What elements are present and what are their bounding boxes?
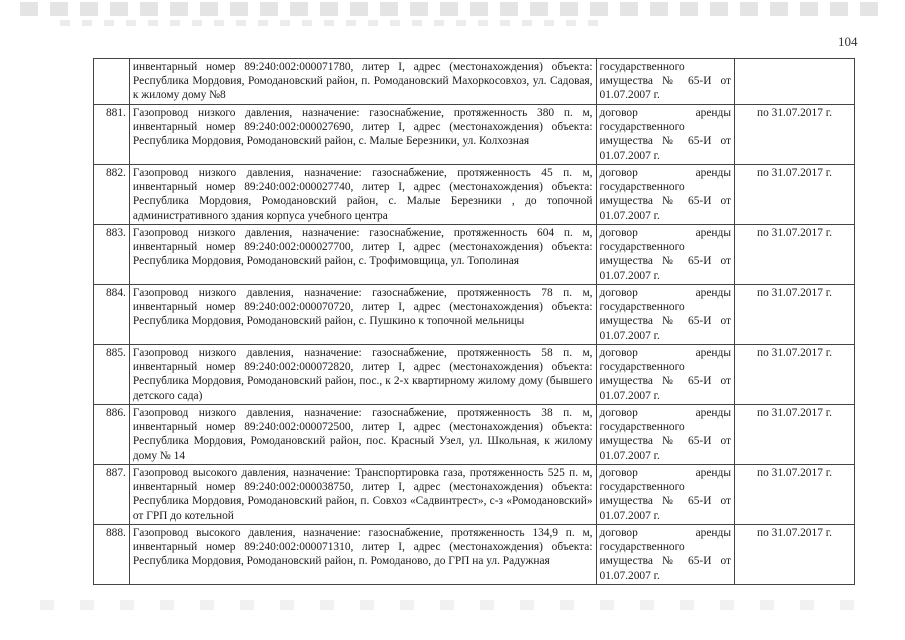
- property-registry-table: [93, 58, 855, 585]
- table-row: [94, 285, 855, 345]
- row-number: 881.: [94, 105, 130, 165]
- lease-term: по 31.07.2017 г.: [734, 405, 854, 465]
- property-description: Газопровод низкого давления, назначение: газоснабжение, протяженность 45 п. м, инвентарный номер 89:240:002:000027740, литер I, адрес (местонахождения) объекта: Республика Мордовия, Ромодановский район, с. Малые Березники , до топочной административного здания корпуса учебного центра: [129, 165, 596, 225]
- lease-term: по 31.07.2017 г.: [734, 525, 854, 585]
- property-description: инвентарный номер 89:240:002:000071780, литер I, адрес (местонахождения) объекта: Республика Мордовия, Ромодановский район, п. Ромодановский Махоркосовхоз, ул. Садовая, к жилому дому №8: [129, 59, 596, 105]
- row-number: 885.: [94, 345, 130, 405]
- contract-reference: договор аренды государственного имущества № 65-И от 01.07.2007 г.: [596, 405, 734, 465]
- property-description: Газопровод низкого давления, назначение: газоснабжение, протяженность 78 п. м, инвентарный номер 89:240:002:000070720, литер I, адрес (местонахождения) объекта: Республика Мордовия, Ромодановский район, с. Пушкино к топочной мельницы: [129, 285, 596, 345]
- contract-reference: договор аренды государственного имущества № 65-И от 01.07.2007 г.: [596, 345, 734, 405]
- row-number: [94, 59, 130, 105]
- lease-term: по 31.07.2017 г.: [734, 285, 854, 345]
- table-row: [94, 345, 855, 405]
- table-row-continued: [94, 59, 855, 105]
- row-number: 887.: [94, 465, 130, 525]
- table-row: [94, 105, 855, 165]
- lease-term: [734, 59, 854, 105]
- lease-term: по 31.07.2017 г.: [734, 225, 854, 285]
- row-number: 884.: [94, 285, 130, 345]
- row-number: 883.: [94, 225, 130, 285]
- contract-reference: договор аренды государственного имущества № 65-И от 01.07.2007 г.: [596, 465, 734, 525]
- property-description: Газопровод низкого давления, назначение: газоснабжение, протяженность 380 п. м, инвентарный номер 89:240:002:000027690, литер I, адрес (местонахождения) объекта: Республика Мордовия, Ромодановский район, с. Малые Березники, ул. Колхозная: [129, 105, 596, 165]
- lease-term: по 31.07.2017 г.: [734, 165, 854, 225]
- property-description: Газопровод низкого давления, назначение: газоснабжение, протяженность 58 п. м, инвентарный номер 89:240:002:000072820, литер I, адрес (местонахождения) объекта: Республика Мордовия, Ромодановский район, пос., к 2-х квартирному жилому дому (бывшего детского сада): [129, 345, 596, 405]
- lease-term: по 31.07.2017 г.: [734, 345, 854, 405]
- lease-term: по 31.07.2017 г.: [734, 465, 854, 525]
- table-row: [94, 405, 855, 465]
- lease-term: по 31.07.2017 г.: [734, 105, 854, 165]
- row-number: 888.: [94, 525, 130, 585]
- scan-artifact-bottom: [40, 600, 870, 610]
- table-row: [94, 165, 855, 225]
- scan-artifact-top: [20, 2, 880, 16]
- contract-reference: договор аренды государственного имущества № 65-И от 01.07.2007 г.: [596, 525, 734, 585]
- contract-reference: договор аренды государственного имущества № 65-И от 01.07.2007 г.: [596, 105, 734, 165]
- table-row: [94, 525, 855, 585]
- contract-reference: договор аренды государственного имущества № 65-И от 01.07.2007 г.: [596, 165, 734, 225]
- property-description: Газопровод высокого давления, назначение: Транспортировка газа, протяженность 525 п. м, инвентарный номер 89:240:002:000038750, литер I, адрес (местонахождения) объекта: Республика Мордовия, Ромодановский район, п. Совхоз «Садвинтрест», с-з «Ромодановский» от ГРП до котельной: [129, 465, 596, 525]
- property-description: Газопровод высокого давления, назначение: газоснабжение, протяженность 134,9 п. м, инвентарный номер 89:240:002:000071310, литер I, адрес (местонахождения) объекта: Республика Мордовия, Ромодановский район, п. Ромоданово, до ГРП на ул. Радужная: [129, 525, 596, 585]
- contract-reference: договор аренды государственного имущества № 65-И от 01.07.2007 г.: [596, 225, 734, 285]
- table-row: [94, 465, 855, 525]
- scan-artifact-top-secondary: [60, 20, 600, 26]
- row-number: 882.: [94, 165, 130, 225]
- registry-body: [94, 59, 855, 585]
- property-description: Газопровод низкого давления, назначение: газоснабжение, протяженность 604 п. м, инвентарный номер 89:240:002:000027700, литер I, адрес (местонахождения) объекта: Республика Мордовия, Ромодановский район, с. Трофимовщица, ул. Тополиная: [129, 225, 596, 285]
- table-row: [94, 225, 855, 285]
- contract-reference: государственного имущества № 65-И от 01.07.2007 г.: [596, 59, 734, 105]
- contract-reference: договор аренды государственного имущества № 65-И от 01.07.2007 г.: [596, 285, 734, 345]
- page-number: 104: [838, 34, 858, 49]
- row-number: 886.: [94, 405, 130, 465]
- property-description: Газопровод низкого давления, назначение: газоснабжение, протяженность 38 п. м, инвентарный номер 89:240:002:000072500, литер I, адрес (местонахождения) объекта: Республика Мордовия, Ромодановский район, пос. Красный Узел, ул. Школьная, к жилому дому № 14: [129, 405, 596, 465]
